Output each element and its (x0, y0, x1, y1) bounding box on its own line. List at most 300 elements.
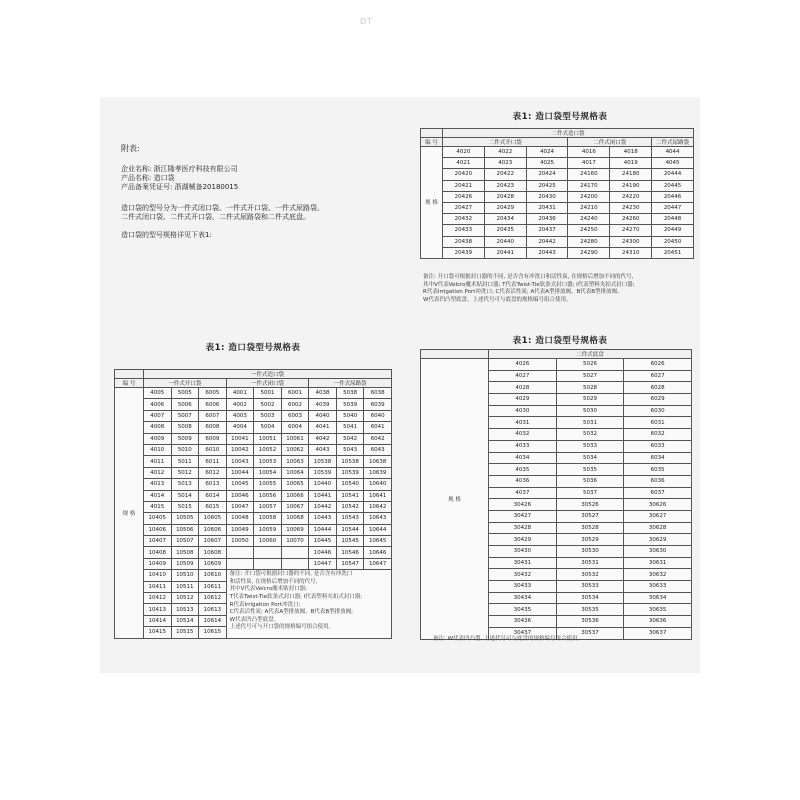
table-cell: 20433 (443, 225, 485, 236)
table-cell (254, 558, 282, 569)
table-cell: 6034 (624, 452, 692, 464)
table-cell: 30528 (556, 522, 624, 534)
table-cell: 20421 (443, 180, 485, 191)
table-row (421, 169, 694, 180)
table-cell: 5010 (171, 444, 199, 455)
table-cell: 20431 (526, 202, 568, 213)
table-cell: 5033 (556, 440, 624, 452)
intro-registration: 产品备案凭证号: 浙湖械备20180015 (121, 183, 239, 191)
note-line: W代表凹凸型底盘。上述代号可与底盘的规格编号组合使用。 (423, 296, 572, 303)
group-title: 一件式造口袋 (144, 370, 392, 379)
table-cell: 10053 (254, 456, 282, 467)
table-cell: 30629 (624, 534, 692, 546)
table-cell: 20423 (484, 180, 526, 191)
intro-heading: 附表: (121, 144, 140, 153)
table-cell: 10052 (254, 444, 282, 455)
table-cell: 20442 (526, 236, 568, 247)
table-cell: 5015 (171, 501, 199, 512)
table-cell: 10612 (199, 593, 227, 604)
table-cell: 30533 (556, 581, 624, 593)
row-label: 规 格 (421, 147, 443, 259)
table-cell: 10515 (171, 627, 199, 638)
sub-header: 一件式闭口袋 (226, 379, 309, 388)
table-cell: 30534 (556, 592, 624, 604)
table-cell: 6011 (199, 456, 227, 467)
table-cell: 10440 (309, 479, 337, 490)
table-cell: 10054 (254, 467, 282, 478)
table-cell: 4042 (309, 433, 337, 444)
table-row (115, 570, 392, 581)
table-cell: 5002 (254, 399, 282, 410)
table-cell: 6014 (199, 490, 227, 501)
table-cell: 4024 (526, 147, 568, 158)
table-cell: 20440 (484, 236, 526, 247)
intro-paragraph-2: 造口袋的型号规格详见下表1: (121, 231, 212, 239)
note-line: 和活性炭, 在规格后增加不同的代号, (229, 578, 318, 585)
table-cell: 4039 (309, 399, 337, 410)
table-cell: 10609 (199, 558, 227, 569)
table-cell: 30437 (489, 627, 557, 639)
table-cell: 10065 (281, 479, 309, 490)
table-cell: 10070 (281, 536, 309, 547)
table-row (115, 433, 392, 444)
table-row (115, 444, 392, 455)
table-cell: 10061 (281, 433, 309, 444)
table-row (115, 490, 392, 501)
table-cell: 10068 (281, 513, 309, 524)
table-cell: 4018 (610, 147, 652, 158)
table-cell: 10511 (171, 581, 199, 592)
table-row (421, 202, 694, 213)
table-cell: 20437 (526, 225, 568, 236)
table-cell: 4002 (226, 399, 254, 410)
table-cell: 24230 (610, 202, 652, 213)
table-cell: 4007 (144, 410, 172, 421)
table-cell: 20420 (443, 169, 485, 180)
table-cell: 10413 (144, 604, 172, 615)
table-cell: 30429 (489, 534, 557, 546)
table-cell: 6028 (624, 382, 692, 394)
table-cell: 30637 (624, 627, 692, 639)
table-row (421, 359, 692, 371)
table-cell: 10538 (336, 456, 364, 467)
table-cell: 10608 (199, 547, 227, 558)
intro-company: 企业名称: 浙江隆孝医疗科技有限公司 (121, 165, 238, 173)
table-cell (281, 547, 309, 558)
table-cell: 4009 (144, 433, 172, 444)
table-cell: 10638 (364, 456, 392, 467)
table-cell: 30634 (624, 592, 692, 604)
table-cell: 10414 (144, 615, 172, 626)
table-left-note (226, 570, 391, 638)
table-cell: 6035 (624, 464, 692, 476)
table-cell: 4033 (489, 440, 557, 452)
table-cell: 20436 (526, 214, 568, 225)
table-cell: 10041 (226, 433, 254, 444)
table-cell: 4037 (489, 487, 557, 499)
note-line: T代表Twist-Tie软条式封口器; I代表塑料夹扣式封口器; (229, 594, 363, 601)
table-cell: 6033 (624, 440, 692, 452)
table-cell: 4032 (489, 429, 557, 441)
table-cell (226, 547, 254, 558)
table-cell: 10443 (309, 513, 337, 524)
table-cell: 6031 (624, 417, 692, 429)
table-cell: 10507 (171, 536, 199, 547)
table-cell: 30431 (489, 557, 557, 569)
note-line: C代表活性炭; A代表A型排放阀、B代表B型排放阀; (229, 609, 354, 616)
table-cell: 24290 (568, 247, 610, 258)
table-cell: 10644 (364, 524, 392, 535)
table-cell: 30427 (489, 510, 557, 522)
table-cell: 6026 (624, 359, 692, 371)
table-cell: 30432 (489, 569, 557, 581)
table-cell (226, 558, 254, 569)
table-cell: 5006 (171, 399, 199, 410)
table-top-right (420, 128, 694, 259)
table-cell (254, 547, 282, 558)
table-cell: 4031 (489, 417, 557, 429)
table-cell: 30630 (624, 546, 692, 558)
table-cell: 30536 (556, 616, 624, 628)
table-cell: 10408 (144, 547, 172, 558)
table-cell: 10611 (199, 581, 227, 592)
table-cell: 10544 (336, 524, 364, 535)
table-row (115, 536, 392, 547)
table-cell: 10064 (281, 467, 309, 478)
table-cell: 20422 (484, 169, 526, 180)
table-cell: 6043 (364, 444, 392, 455)
table-cell: 10067 (281, 501, 309, 512)
sub-header: 二件式闭口袋 (568, 138, 652, 147)
table-cell: 10411 (144, 581, 172, 592)
table-cell: 5001 (254, 388, 282, 399)
table-cell: 20446 (652, 191, 694, 202)
table-cell: 5031 (556, 417, 624, 429)
row-label: 规 格 (421, 359, 489, 640)
table-top-right-note (420, 273, 696, 305)
table-cell: 10606 (199, 524, 227, 535)
sub-header: 一件式尿路袋 (309, 379, 392, 388)
table-cell: 4006 (144, 399, 172, 410)
table-cell: 4004 (226, 422, 254, 433)
table-cell: 6012 (199, 467, 227, 478)
table-cell: 10541 (336, 490, 364, 501)
table-cell: 20428 (484, 191, 526, 202)
intro-product: 产品名称: 造口袋 (121, 174, 175, 182)
table-cell: 10405 (144, 513, 172, 524)
intro-paragraph-1b: 二件式闭口袋、二件式开口袋、二件式尿路袋和二件式底盘。 (121, 213, 310, 221)
table-cell (281, 558, 309, 569)
table-cell: 6038 (364, 388, 392, 399)
table-cell: 4011 (144, 456, 172, 467)
table-cell: 10044 (226, 467, 254, 478)
table-cell: 10643 (364, 513, 392, 524)
table-cell: 10049 (226, 524, 254, 535)
table-cell: 10640 (364, 479, 392, 490)
table-cell: 4023 (484, 158, 526, 169)
sub-header: 一件式开口袋 (144, 379, 227, 388)
table-cell: 5042 (336, 433, 364, 444)
table-cell: 10639 (364, 467, 392, 478)
table-cell: 10610 (199, 570, 227, 581)
table-cell: 5032 (556, 429, 624, 441)
table-left-title: 表1: 造口袋型号规格表 (205, 343, 301, 353)
table-cell: 10045 (226, 479, 254, 490)
table-cell: 20441 (484, 247, 526, 258)
table-cell: 30428 (489, 522, 557, 534)
table-cell: 30636 (624, 616, 692, 628)
table-row (115, 388, 392, 399)
table-cell: 6006 (199, 399, 227, 410)
table-cell: 6041 (364, 422, 392, 433)
note-line: W代表凹凸型底盘。 (229, 616, 280, 623)
table-cell: 6037 (624, 487, 692, 499)
table-cell: 5027 (556, 370, 624, 382)
table-cell: 30430 (489, 546, 557, 558)
table-cell: 24250 (568, 225, 610, 236)
table-cell: 24200 (568, 191, 610, 202)
table-cell: 24240 (568, 214, 610, 225)
table-cell: 30434 (489, 592, 557, 604)
table-cell: 10447 (309, 558, 337, 569)
table-cell: 4014 (144, 490, 172, 501)
table-cell: 30433 (489, 581, 557, 593)
corner-label: 编 号 (421, 138, 443, 147)
table-row (115, 558, 392, 569)
table-cell: 5037 (556, 487, 624, 499)
table-cell: 4027 (489, 370, 557, 382)
table-cell: 10645 (364, 536, 392, 547)
row-label: 规 格 (115, 388, 144, 639)
table-cell: 5043 (336, 444, 364, 455)
table-cell: 4029 (489, 394, 557, 406)
table-cell: 24220 (610, 191, 652, 202)
table-cell: 20438 (443, 236, 485, 247)
table-cell: 4038 (309, 388, 337, 399)
table-cell: 20447 (652, 202, 694, 213)
table-cell: 5035 (556, 464, 624, 476)
table-cell: 10506 (171, 524, 199, 535)
table-cell: 4022 (484, 147, 526, 158)
note-line: 备注: 开口袋可根据封口器的不同, 是否含有冲洗口 (229, 571, 353, 578)
table-cell: 24170 (568, 180, 610, 191)
table-cell: 5011 (171, 456, 199, 467)
table-cell: 6001 (281, 388, 309, 399)
table-left (114, 369, 392, 639)
table-cell: 20427 (443, 202, 485, 213)
table-top-right-title: 表1: 造口袋型号规格表 (512, 112, 608, 122)
table-cell: 10641 (364, 490, 392, 501)
table-cell: 10613 (199, 604, 227, 615)
table-cell: 4034 (489, 452, 557, 464)
table-cell: 10050 (226, 536, 254, 547)
table-cell: 6007 (199, 410, 227, 421)
table-row (421, 214, 694, 225)
table-cell: 20448 (652, 214, 694, 225)
table-cell: 10048 (226, 513, 254, 524)
table-cell: 4015 (144, 501, 172, 512)
table-row (115, 524, 392, 535)
table-cell: 5007 (171, 410, 199, 421)
table-cell: 20451 (652, 247, 694, 258)
table-cell: 4028 (489, 382, 557, 394)
table-cell: 10546 (336, 547, 364, 558)
note-line: 其中V代表Velcro魔术贴封口器; T代表Twist-Tie软条式封口器; I代表塑料夹扣式封口器; (423, 281, 635, 288)
table-cell: 10615 (199, 627, 227, 638)
table-cell: 20432 (443, 214, 485, 225)
table-cell: 10543 (336, 513, 364, 524)
table-cell: 4040 (309, 410, 337, 421)
table-cell: 30635 (624, 604, 692, 616)
table-cell: 20449 (652, 225, 694, 236)
table-cell: 4008 (144, 422, 172, 433)
table-cell: 30626 (624, 499, 692, 511)
table-cell: 5034 (556, 452, 624, 464)
sub-header: 二件式开口袋 (443, 138, 568, 147)
table-cell: 10042 (226, 444, 254, 455)
note-line: 备注: 开口袋可根据封口器的不同, 是否含有冲洗口和活性炭, 在规格后增加不同的代号, (423, 274, 634, 280)
table-row (421, 225, 694, 236)
table-cell: 5030 (556, 405, 624, 417)
table-row (115, 479, 392, 490)
table-cell: 20429 (484, 202, 526, 213)
table-row (421, 236, 694, 247)
table-cell: 30535 (556, 604, 624, 616)
table-cell: 10505 (171, 513, 199, 524)
table-cell: 20444 (652, 169, 694, 180)
table-cell: 10614 (199, 615, 227, 626)
table-cell: 10059 (254, 524, 282, 535)
table-cell: 4043 (309, 444, 337, 455)
table-cell: 4045 (652, 158, 694, 169)
table-cell: 6036 (624, 475, 692, 487)
table-cell: 4005 (144, 388, 172, 399)
table-cell: 10063 (281, 456, 309, 467)
table-cell: 10412 (144, 593, 172, 604)
table-row (115, 513, 392, 524)
table-cell: 4021 (443, 158, 485, 169)
table-cell: 4016 (568, 147, 610, 158)
table-cell: 30530 (556, 546, 624, 558)
table-cell: 10514 (171, 615, 199, 626)
table-cell: 4003 (226, 410, 254, 421)
table-cell: 10540 (336, 479, 364, 490)
table-cell: 6013 (199, 479, 227, 490)
table-cell: 24210 (568, 202, 610, 213)
table-cell: 10062 (281, 444, 309, 455)
table-cell: 6010 (199, 444, 227, 455)
table-cell: 30537 (556, 627, 624, 639)
document-sheet (100, 97, 700, 673)
table-cell: 30529 (556, 534, 624, 546)
table-cell: 4019 (610, 158, 652, 169)
table-cell: 4025 (526, 158, 568, 169)
note-line: R代表Irrigation Port冲洗口; C代表活性炭; A代表A型排放阀、B代表B型排放阀、 (423, 289, 623, 296)
table-cell: 20450 (652, 236, 694, 247)
table-cell: 5008 (171, 422, 199, 433)
table-cell: 10060 (254, 536, 282, 547)
table-cell: 10542 (336, 501, 364, 512)
watermark-top: DT (360, 17, 374, 26)
note-line: 其中V代表Velcro魔术贴封口器; (229, 586, 308, 593)
table-cell: 20426 (443, 191, 485, 202)
table-cell: 30436 (489, 616, 557, 628)
table-cell: 20443 (526, 247, 568, 258)
table-cell: 20425 (526, 180, 568, 191)
table-cell: 5028 (556, 382, 624, 394)
corner-label: 编 号 (115, 379, 144, 388)
group-title: 二件式底盘 (489, 350, 692, 359)
table-cell: 30628 (624, 522, 692, 534)
table-cell: 10509 (171, 558, 199, 569)
table-cell: 10545 (336, 536, 364, 547)
table-cell: 20434 (484, 214, 526, 225)
table-cell: 30426 (489, 499, 557, 511)
table-cell: 6042 (364, 433, 392, 444)
table-cell: 4026 (489, 359, 557, 371)
table-cell: 4010 (144, 444, 172, 455)
table-cell: 24190 (610, 180, 652, 191)
table-row (115, 399, 392, 410)
table-cell: 24160 (568, 169, 610, 180)
table-cell: 4017 (568, 158, 610, 169)
table-row (421, 191, 694, 202)
table-cell: 10642 (364, 501, 392, 512)
table-cell: 6002 (281, 399, 309, 410)
table-cell: 5014 (171, 490, 199, 501)
table-cell: 4041 (309, 422, 337, 433)
table-row (421, 180, 694, 191)
table-row (421, 158, 694, 169)
table-cell: 20424 (526, 169, 568, 180)
table-cell: 30632 (624, 569, 692, 581)
table-cell: 10510 (171, 570, 199, 581)
table-cell: 10409 (144, 558, 172, 569)
intro-paragraph-1a: 造口袋的型号分为一件式闭口袋、一件式开口袋、一件式尿路袋、 (121, 204, 324, 212)
table-cell: 10647 (364, 558, 392, 569)
table-cell: 10046 (226, 490, 254, 501)
table-row (115, 467, 392, 478)
table-cell: 20435 (484, 225, 526, 236)
table-cell: 5004 (254, 422, 282, 433)
table-cell: 10415 (144, 627, 172, 638)
table-cell: 10051 (254, 433, 282, 444)
table-cell: 24270 (610, 225, 652, 236)
table-cell: 6039 (364, 399, 392, 410)
table-cell: 30532 (556, 569, 624, 581)
table-cell: 5029 (556, 394, 624, 406)
table-bottom-right-title: 表1: 造口袋型号规格表 (512, 336, 608, 346)
table-cell: 20445 (652, 180, 694, 191)
table-cell: 6008 (199, 422, 227, 433)
table-cell: 6029 (624, 394, 692, 406)
table-cell: 10607 (199, 536, 227, 547)
table-cell: 10055 (254, 479, 282, 490)
table-cell: 10441 (309, 490, 337, 501)
table-cell: 20439 (443, 247, 485, 258)
table-cell: 10539 (309, 467, 337, 478)
note-line: 上述代号可与开口袋的规格编号组合使用。 (229, 624, 335, 631)
table-cell: 5036 (556, 475, 624, 487)
table-cell: 5005 (171, 388, 199, 399)
table-cell: 5003 (254, 410, 282, 421)
table-row (115, 422, 392, 433)
table-cell: 6030 (624, 405, 692, 417)
table-cell: 10069 (281, 524, 309, 535)
table-cell: 30527 (556, 510, 624, 522)
table-cell: 4013 (144, 479, 172, 490)
table-cell: 10539 (336, 467, 364, 478)
